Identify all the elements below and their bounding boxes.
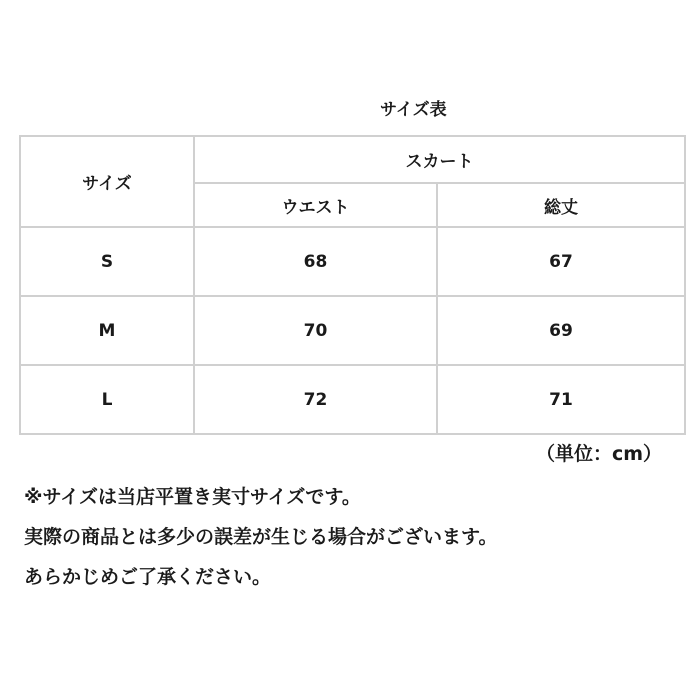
length-cell: 71 (437, 365, 685, 434)
waist-cell: 70 (194, 296, 437, 365)
size-cell: L (20, 365, 194, 434)
note-line: 実際の商品とは多少の誤差が生じる場合がございます。 (24, 526, 498, 548)
table-row (20, 227, 685, 296)
waist-cell: 72 (194, 365, 437, 434)
header-row-group (20, 136, 685, 183)
note-line: あらかじめご了承ください。 (24, 566, 272, 588)
waist-cell: 68 (194, 227, 437, 296)
notes-block (24, 482, 684, 602)
size-table (19, 135, 686, 435)
length-header-cell: 総丈 (437, 183, 685, 227)
size-cell: S (20, 227, 194, 296)
length-cell: 69 (437, 296, 685, 365)
length-cell: 67 (437, 227, 685, 296)
table-row (20, 296, 685, 365)
table-row (20, 365, 685, 434)
skirt-header-cell: スカート (194, 136, 685, 183)
table-title: サイズ表 (380, 100, 447, 120)
unit-label: （単位：cm） (535, 443, 662, 465)
size-header-cell: サイズ (20, 136, 194, 227)
waist-header-cell: ウエスト (194, 183, 437, 227)
size-cell: M (20, 296, 194, 365)
note-line: ※サイズは当店平置き実寸サイズです。 (24, 486, 361, 508)
